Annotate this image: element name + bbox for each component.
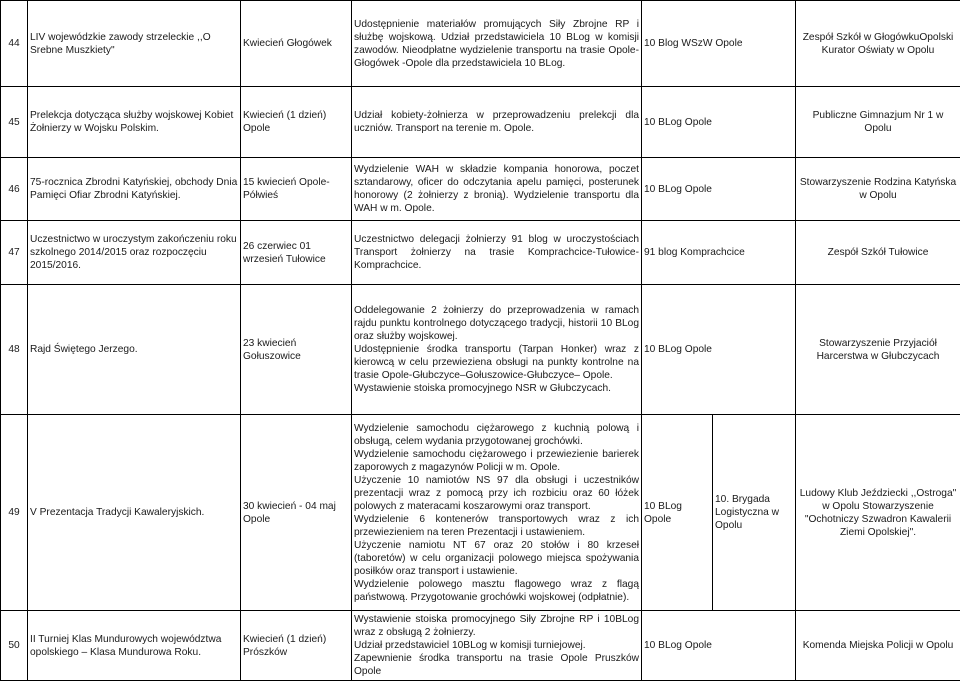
event-date-place-text: 26 czerwiec 01 wrzesień Tułowice [243,240,349,266]
event-date-place [241,87,352,158]
event-date-place-text: Kwiecień (1 dzień) Prószków [243,633,349,659]
military-unit [642,87,796,158]
partner-organization-text: Stowarzyszenie Rodzina Katyńska w Opolu [798,176,958,202]
description-line: Udostępnienie materiałów promujących Siły Zbrojne RP i służbę wojskową. Udział przedstawiciela 10 BLog w komisji zawodów. Nieodpłatne wydzielenie transportu na trasie Opole- Głogówek -Opole dla przedstawiciela 10 BLog. [354,18,639,70]
partner-organization-text: Komenda Miejska Policji w Opolu [798,639,958,652]
description-line: Uczestnictwo delegacji żołnierzy 91 blog w uroczystościach Transport żołnierzy na trasie Komprachcice-Tułowice-Komprachcice. [354,233,639,272]
row-number [1,611,28,681]
description-line: Użyczenie namiotu NT 67 oraz 20 stołów i 80 krzeseł (taboretów) w celu organizacji polowego miejsca spożywania posiłków oraz transport i ustawienie. [354,539,639,578]
event-description [352,221,642,285]
partner-organization [796,611,960,681]
military-unit [642,415,713,611]
table-row [1,1,960,87]
row-number [1,158,28,221]
partner-organization-text: Zespół Szkół w GłogówkuOpolski Kurator Oświaty w Opolu [798,31,958,57]
military-unit-extra [713,415,796,611]
partner-organization [796,158,960,221]
event-description [352,87,642,158]
description-line: Użyczenie 10 namiotów NS 97 dla obsługi i uczestników prezentacji wraz z pomocą przy ich rozbiciu oraz 60 łóżek polowych z materacami koszarowymi oraz transport. [354,474,639,513]
event-name-text: 75-rocznica Zbrodni Katyńskiej, obchody Dnia Pamięci Ofiar Zbrodni Katyńskiej. [30,176,238,202]
military-unit-text: 10 BLog Opole [644,343,793,356]
row-number [1,221,28,285]
event-name-text: Prelekcja dotycząca służby wojskowej Kobiet Żołnierzy w Wojsku Polskim. [30,109,238,135]
description-line: Wydzielenie 6 kontenerów transportowych wraz z ich przewiezieniem na teren Prezentacji i ustawieniem. [354,513,639,539]
partner-organization [796,285,960,415]
event-description [352,1,642,87]
event-name [28,611,241,681]
event-date-place [241,415,352,611]
event-name-text: II Turniej Klas Mundurowych województwa opolskiego – Klasa Mundurowa Roku. [30,633,238,659]
military-unit-text: 10 BLog Opole [644,500,710,526]
partner-organization [796,221,960,285]
partner-organization-text: Zespół Szkół Tułowice [798,246,958,259]
description-line: Oddelegowanie 2 żołnierzy do przeprowadzenia w ramach rajdu punktu kontrolnego dotyczącego tradycji, historii 10 BLog oraz służby wojskowej. [354,304,639,343]
event-description [352,158,642,221]
description-line: Wydzielenie samochodu ciężarowego z kuchnią polową i obsługą, celem wydania przygotowanej grochówki. [354,422,639,448]
event-date-place-text: 15 kwiecień Opole-Półwieś [243,176,349,202]
partner-organization-text: Ludowy Klub Jeździecki ,,Ostroga" w Opolu Stowarzyszenie "Ochotniczy Szwadron Kawalerii Ziemi Opolskiej". [798,487,958,539]
description-line: Wystawienie stoiska promocyjnego Siły Zbrojne RP i 10BLog wraz z obsługą 2 żołnierzy. [354,613,639,639]
event-name-text: V Prezentacja Tradycji Kawaleryjskich. [30,506,238,519]
event-description [352,285,642,415]
row-number [1,1,28,87]
event-description [352,415,642,611]
event-date-place [241,1,352,87]
description-line: Udział przedstawiciel 10BLog w komisji turniejowej. [354,639,639,652]
military-unit-text: 10 Blog WSzW Opole [644,37,793,50]
table-row [1,611,960,681]
event-name-text: Uczestnictwo w uroczystym zakończeniu roku szkolnego 2014/2015 oraz rozpoczęciu 2015/2016. [30,233,238,272]
row-number-text: 50 [3,639,25,652]
row-number-text: 47 [3,246,25,259]
description-line: Wydzielenie polowego masztu flagowego wraz z flagą państwową. Przygotowanie grochówki wojskowej (odpłatnie). [354,578,639,604]
military-unit-extra-text: 10. Brygada Logistyczna w Opolu [715,493,793,532]
row-number [1,87,28,158]
description-line: Udział kobiety-żołnierza w przeprowadzeniu prelekcji dla uczniów. Transport na terenie m. Opole. [354,109,639,135]
military-unit [642,221,796,285]
description-line: Wydzielenie samochodu ciężarowego i przewiezienie barierek zaporowych z magazynów Policji w m. Opole. [354,448,639,474]
military-unit-text: 91 blog Komprachcice [644,246,793,259]
row-number [1,285,28,415]
military-unit [642,285,796,415]
event-name [28,285,241,415]
table-row [1,285,960,415]
description-line: Wydzielenie WAH w składzie kompania honorowa, poczet sztandarowy, oficer do odczytania apelu pamięci, posterunek honorowy (2 żołnierzy z bronią). Wydzielenie transportu dla WAH w m. Opole. [354,163,639,215]
event-name-text: Rajd Świętego Jerzego. [30,343,238,356]
description-line: Zapewnienie środka transportu na trasie Opole Pruszków Opole [354,652,639,678]
row-number-text: 44 [3,37,25,50]
event-name [28,158,241,221]
military-unit [642,1,796,87]
military-unit-text: 10 BLog Opole [644,639,793,652]
table-body [1,1,960,681]
military-unit-text: 10 BLog Opole [644,183,793,196]
military-unit [642,611,796,681]
table-row [1,415,960,611]
row-number [1,415,28,611]
event-date-place [241,611,352,681]
event-date-place [241,221,352,285]
partner-organization [796,415,960,611]
table-row [1,87,960,158]
event-name-text: LIV wojewódzkie zawody strzeleckie ,,O Srebne Muszkiety" [30,31,238,57]
event-date-place-text: Kwiecień (1 dzień) Opole [243,109,349,135]
event-name [28,1,241,87]
row-number-text: 48 [3,343,25,356]
table-row [1,158,960,221]
event-date-place [241,285,352,415]
row-number-text: 46 [3,183,25,196]
military-unit-text: 10 BLog Opole [644,116,793,129]
description-line: Wystawienie stoiska promocyjnego NSR w Głubczycach. [354,382,639,395]
partner-organization [796,87,960,158]
partner-organization-text: Publiczne Gimnazjum Nr 1 w Opolu [798,109,958,135]
table-row [1,221,960,285]
event-date-place-text: Kwiecień Głogówek [243,37,349,50]
partner-organization [796,1,960,87]
event-date-place-text: 23 kwiecień Gołuszowice [243,337,349,363]
description-line: Udostępnienie środka transportu (Tarpan Honker) wraz z kierowcą w celu przewieziena obsługi na punkty kontrolne na trasie Opole-Głubczyce–Gołuszowice-Głubczyce– Opole. [354,343,639,382]
event-date-place-text: 30 kwiecień - 04 maj Opole [243,500,349,526]
partner-organization-text: Stowarzyszenie Przyjaciół Harcerstwa w Głubczycach [798,337,958,363]
row-number-text: 45 [3,116,25,129]
military-unit [642,158,796,221]
event-name [28,221,241,285]
event-name [28,87,241,158]
row-number-text: 49 [3,506,25,519]
event-date-place [241,158,352,221]
event-name [28,415,241,611]
event-description [352,611,642,681]
